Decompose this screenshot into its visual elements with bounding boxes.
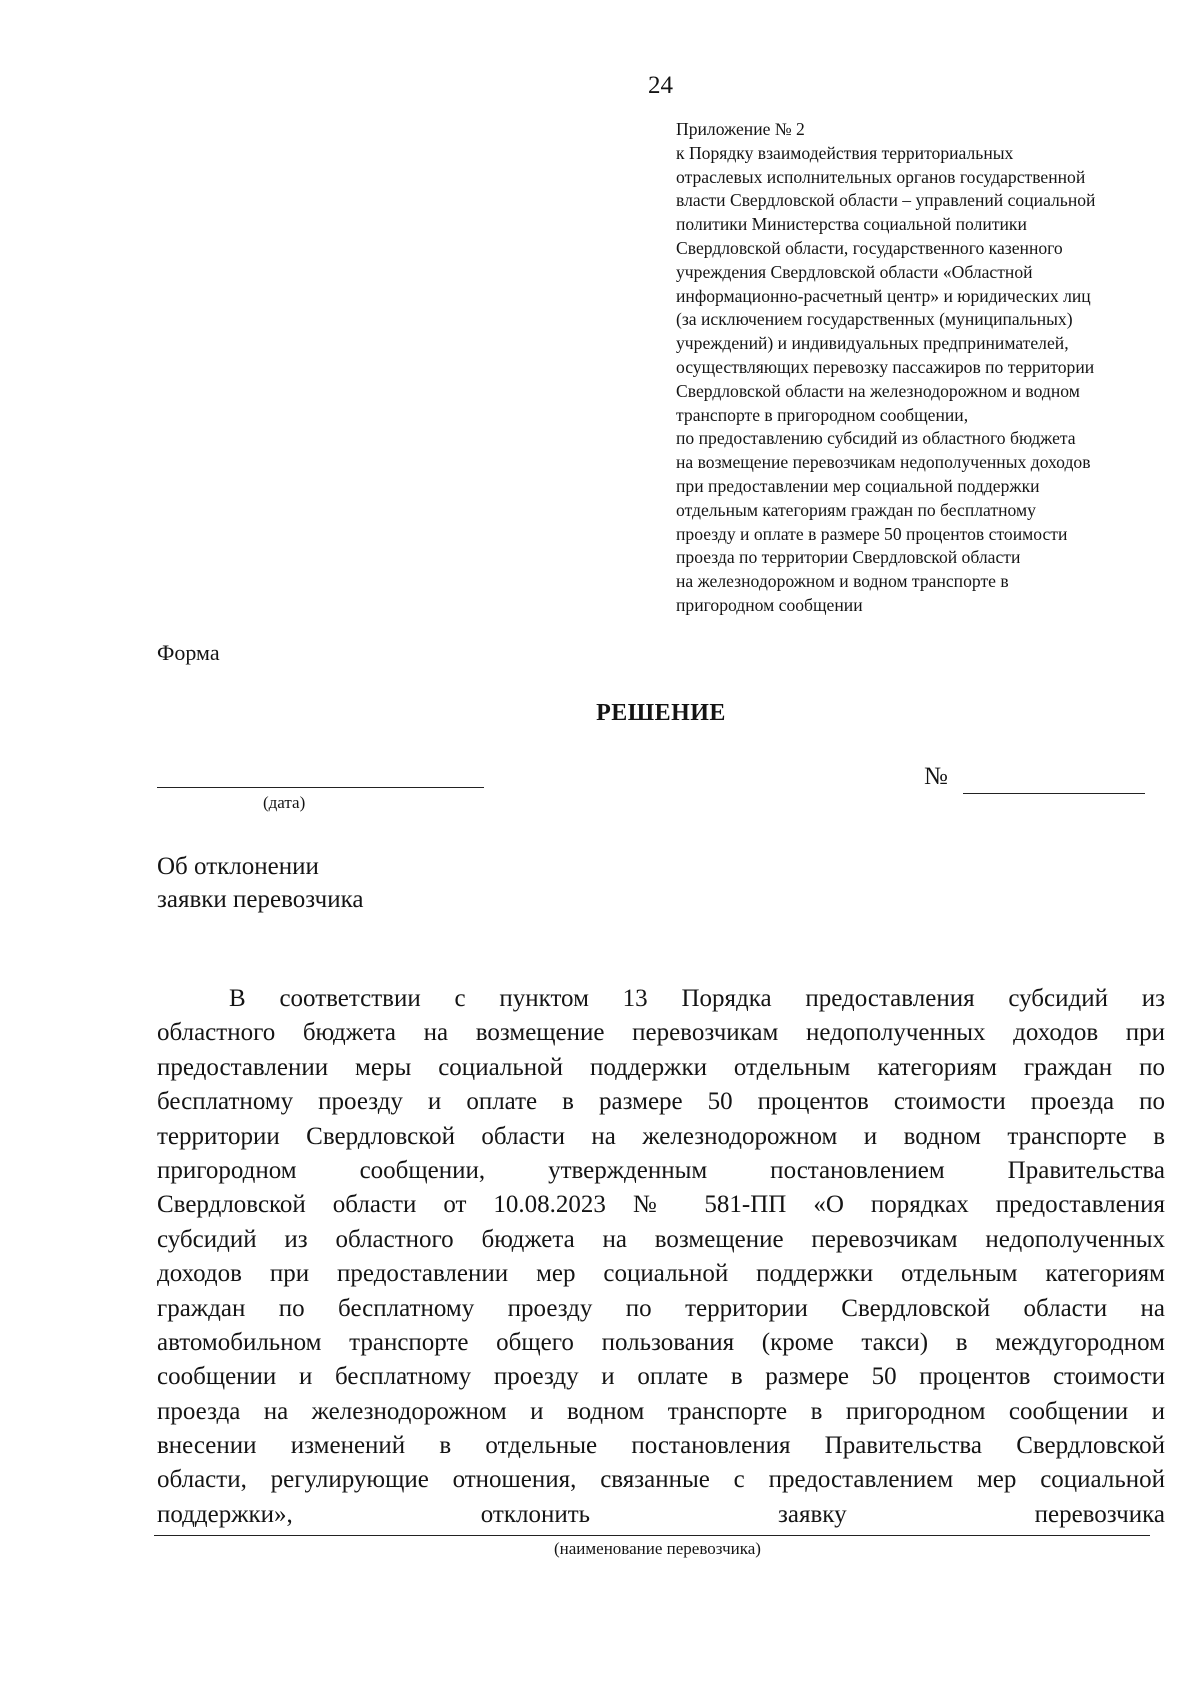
appendix-line: на возмещение перевозчикам недополученных доходов <box>676 452 1091 473</box>
body-line: граждан по бесплатному проезду по территории Свердловской области на <box>157 1294 1165 1322</box>
appendix-header <box>676 118 1196 618</box>
body-line: внесении изменений в отдельные постановления Правительства Свердловской <box>157 1432 1165 1460</box>
carrier-name-caption: (наименование перевозчика) <box>554 1539 761 1558</box>
appendix-line: отраслевых исполнительных органов государственной <box>676 166 1086 187</box>
appendix-line: Свердловской области, государственного казенного <box>676 237 1063 258</box>
carrier-name-line <box>154 1535 1150 1536</box>
appendix-line: к Порядку взаимодействия территориальных <box>676 142 1014 163</box>
page-number: 24 <box>648 72 673 99</box>
subject-line: заявки перевозчика <box>157 886 364 913</box>
number-field-line <box>963 793 1145 794</box>
body-line: территории Свердловской области на железнодорожном и водном транспорте в <box>157 1122 1165 1150</box>
appendix-line: осуществляющих перевозку пассажиров по территории <box>676 356 1095 377</box>
appendix-line: отдельным категориям граждан по бесплатному <box>676 499 1036 520</box>
subject-line: Об отклонении <box>157 853 319 880</box>
number-sign: № <box>924 763 948 790</box>
body-line: проезда на железнодорожном и водном транспорте в пригородном сообщении и <box>157 1397 1165 1425</box>
body-line: сообщении и бесплатному проезду и оплате в размере 50 процентов стоимости <box>157 1363 1165 1391</box>
appendix-line: информационно-расчетный центр» и юридических лиц <box>676 285 1091 306</box>
decision-body <box>157 982 1165 1532</box>
date-field-line <box>157 787 484 788</box>
body-line: автомобильном транспорте общего пользования (кроме такси) в междугородном <box>157 1328 1165 1356</box>
appendix-line: транспорте в пригородном сообщении, <box>676 404 969 425</box>
body-line: доходов при предоставлении мер социальной поддержки отдельным категориям <box>157 1260 1165 1288</box>
appendix-line: учреждений) и индивидуальных предпринимателей, <box>676 333 1069 354</box>
document-title: РЕШЕНИЕ <box>596 700 726 726</box>
appendix-line: Свердловской области на железнодорожном и водном <box>676 380 1080 401</box>
appendix-line: пригородном сообщении <box>676 594 863 615</box>
body-line: пригородном сообщении, утвержденным постановлением Правительства <box>157 1156 1165 1184</box>
appendix-line: Приложение № 2 <box>676 119 805 139</box>
decision-subject <box>157 850 363 916</box>
body-line: бесплатному проезду и оплате в размере 50 процентов стоимости проезда по <box>157 1088 1165 1116</box>
appendix-line: политики Министерства социальной политики <box>676 214 1027 235</box>
form-label: Форма <box>157 640 220 665</box>
date-caption: (дата) <box>263 793 306 812</box>
appendix-line: власти Свердловской области – управлений социальной <box>676 190 1096 211</box>
appendix-line: при предоставлении мер социальной поддержки <box>676 475 1040 496</box>
body-line: субсидий из областного бюджета на возмещение перевозчикам недополученных <box>157 1225 1165 1253</box>
body-line: областного бюджета на возмещение перевозчикам недополученных доходов при <box>157 1019 1165 1047</box>
body-line: предоставлении меры социальной поддержки отдельным категориям граждан по <box>157 1053 1165 1081</box>
appendix-line: по предоставлению субсидий из областного бюджета <box>676 428 1076 449</box>
appendix-line: учреждения Свердловской области «Областной <box>676 261 1033 282</box>
appendix-line: проезда по территории Свердловской области <box>676 547 1021 568</box>
body-line: В соответствии с пунктом 13 Порядка предоставления субсидий из <box>229 985 1165 1012</box>
body-line: Свердловской области от 10.08.2023 № 581-ПП «О порядках предоставления <box>157 1191 1165 1219</box>
appendix-line: (за исключением государственных (муниципальных) <box>676 309 1073 330</box>
appendix-line: проезду и оплате в размере 50 процентов стоимости <box>676 523 1068 544</box>
appendix-line: на железнодорожном и водном транспорте в <box>676 571 1009 592</box>
body-line: поддержки», отклонить заявку перевозчика <box>157 1500 1165 1528</box>
body-line: области, регулирующие отношения, связанные с предоставлением мер социальной <box>157 1466 1165 1494</box>
